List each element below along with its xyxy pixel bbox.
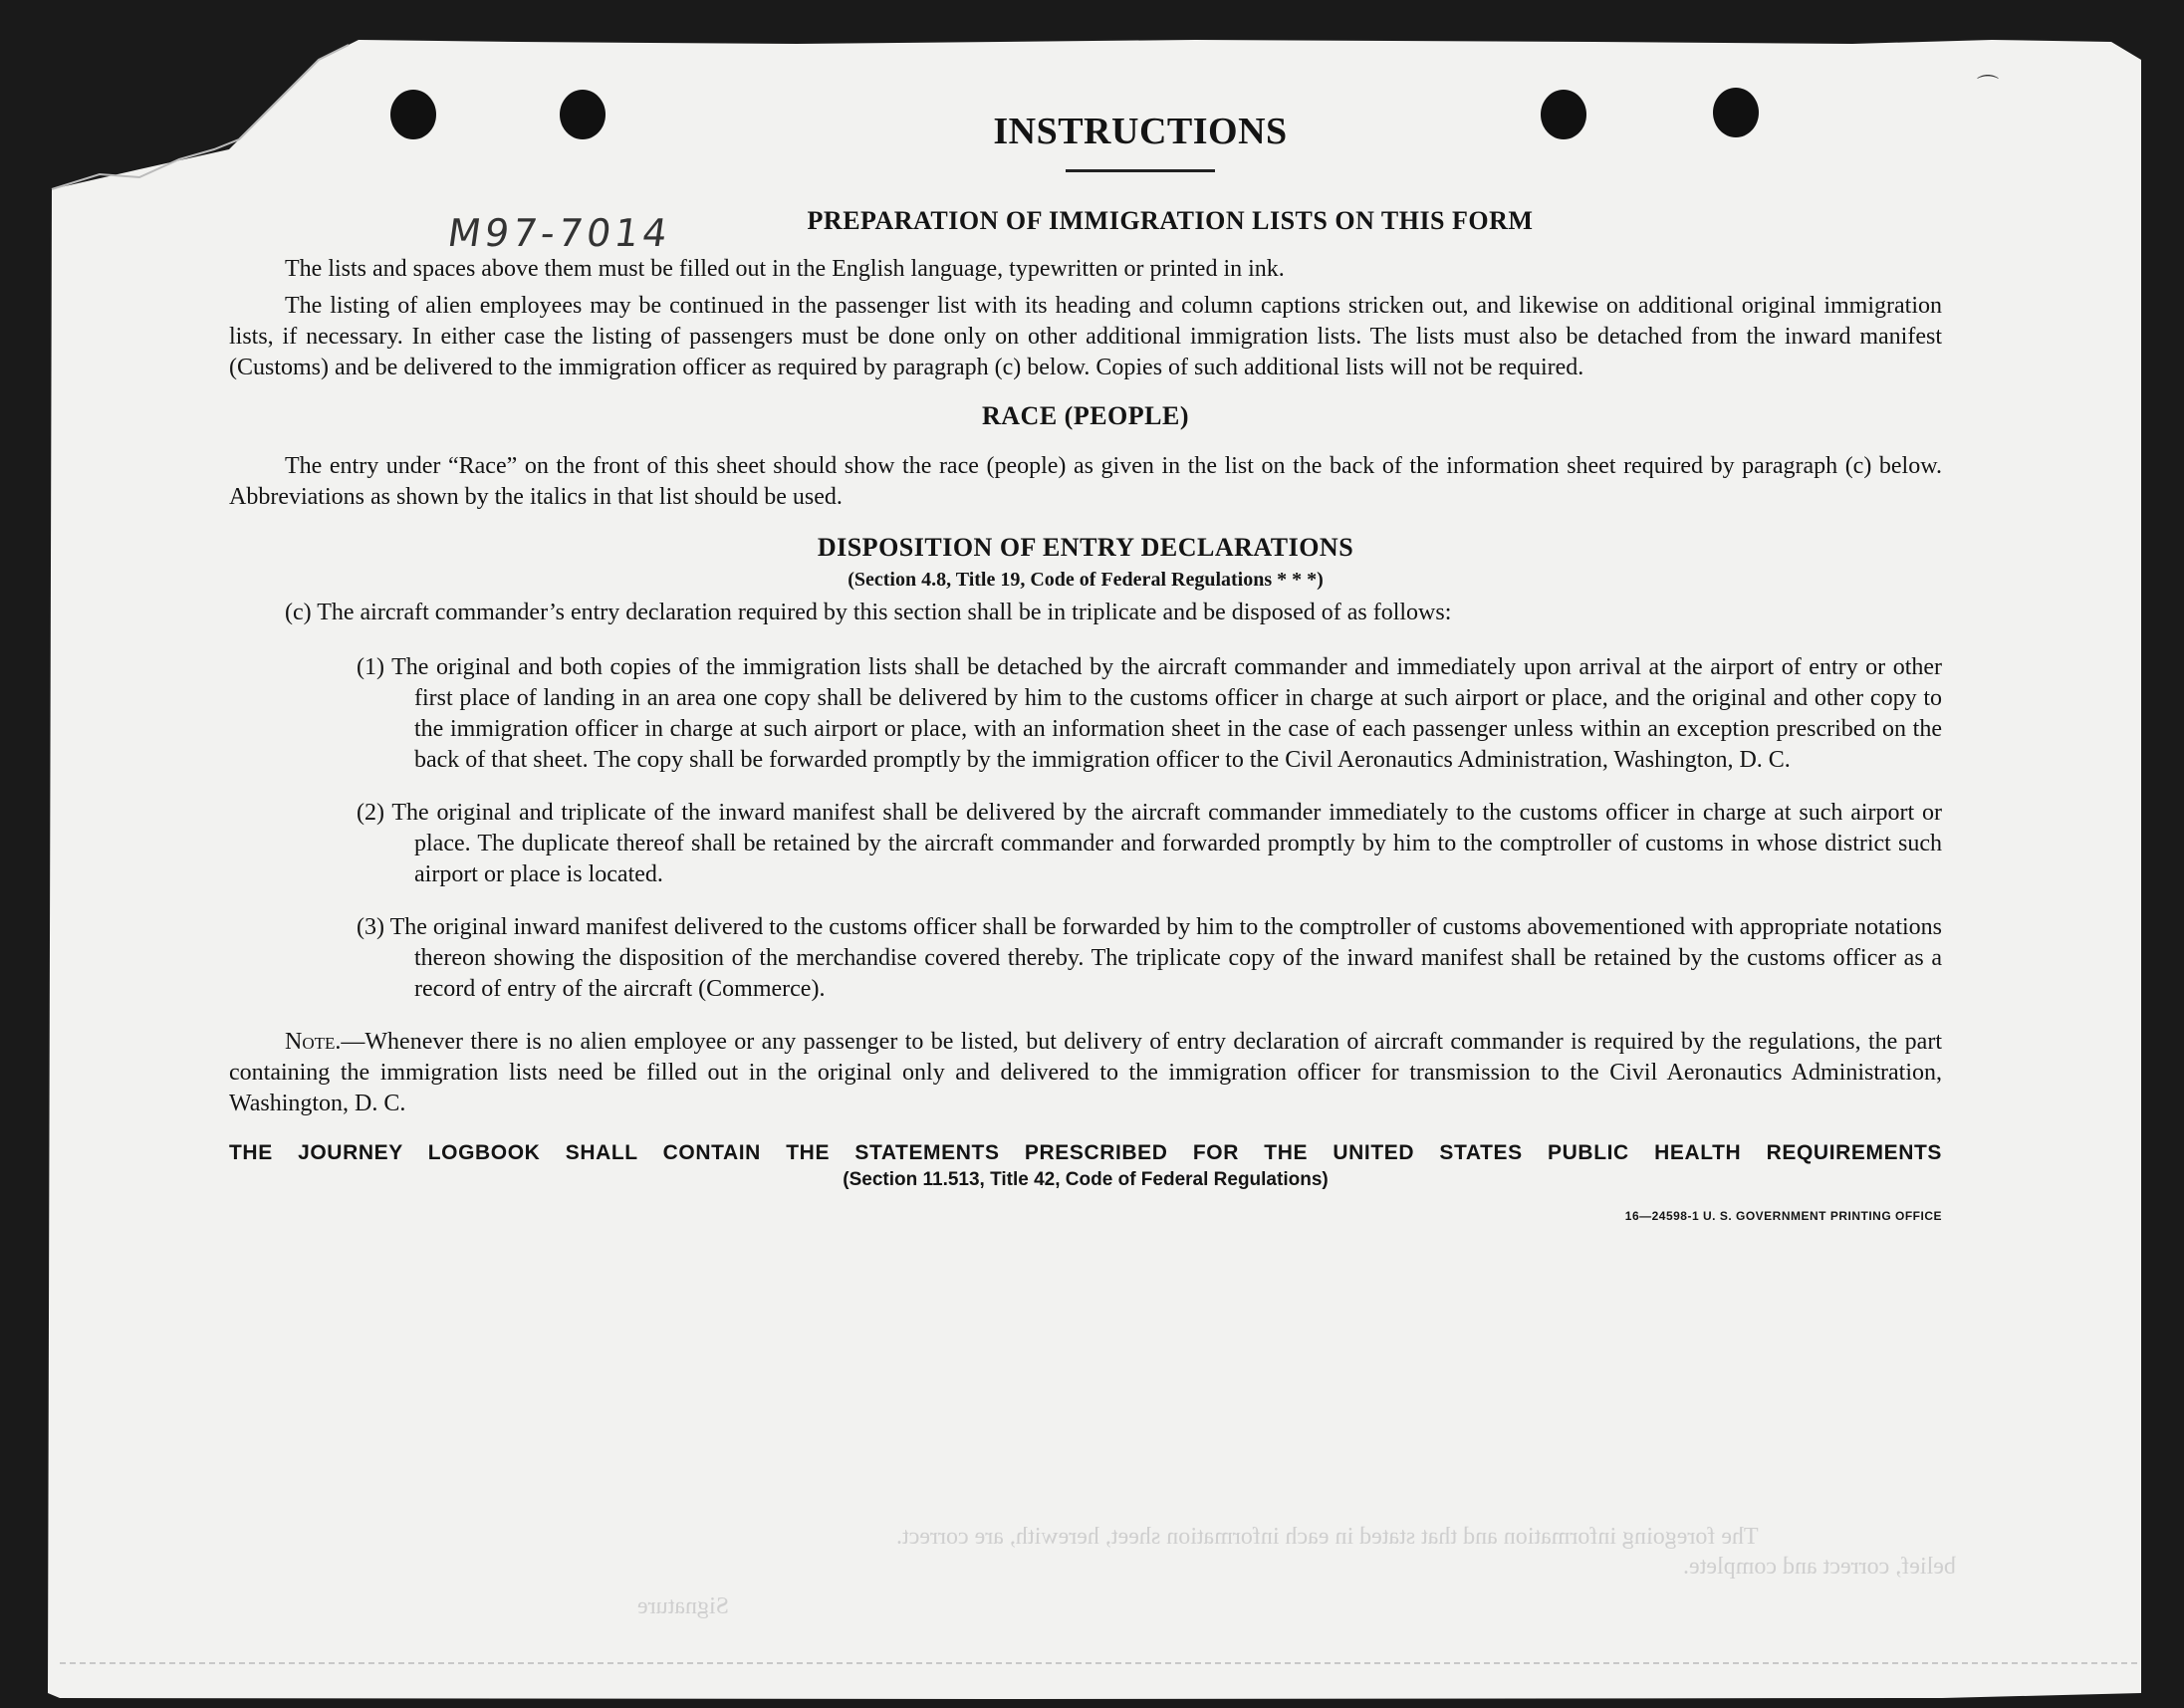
handwritten-note: M97-7014	[444, 211, 674, 255]
paragraph-language: The lists and spaces above them must be filled out in the English language, typewritten or printed in ink.	[285, 256, 1285, 282]
note-label: Note.	[285, 1029, 342, 1055]
section-heading-race: RACE (PEOPLE)	[982, 401, 1189, 430]
paragraph-intro-c: (c) The aircraft commander’s entry declaration required by this section shall be in triplicate and be disposed of as follows:	[285, 600, 1452, 625]
imprint-row	[229, 1209, 1942, 1249]
paragraph-listing: The listing of alien employees may be continued in the passenger list with its heading and column captions stricken out, and likewise on additional original immigration lists, if necessary. In either case the listing of passengers must be done only on other additional immigration lists. The lists must also be detached from the inward manifest (Customs) and be delivered to the immigration officer as required by paragraph (c) below. Copies of such additional lists will not be required.	[229, 293, 1942, 380]
paragraph-race: The entry under “Race” on the front of this sheet should show the race (people) as given in the list on the back of the information sheet required by paragraph (c) below. Abbreviations as shown by the italics in that list should be used.	[229, 453, 1942, 510]
note-paragraph	[229, 1027, 1942, 1119]
printing-office-imprint: 16—24598-1 U. S. GOVERNMENT PRINTING OFFICE	[1624, 1209, 1942, 1223]
title-underline	[1066, 169, 1215, 172]
logbook-statement: THE JOURNEY LOGBOOK SHALL CONTAIN THE STATEMENTS PRESCRIBED FOR THE UNITED STATES PUBLIC HEALTH REQUIREMENTS	[229, 1141, 1942, 1164]
page-title: INSTRUCTIONS	[993, 111, 1288, 152]
list-item-2: (2) The original and triplicate of the inward manifest shall be delivered by the aircraft commander immediately to the customs officer in charge at such airport or place. The duplicate thereof shall be retained by the aircraft commander and forwarded promptly by him to the comptroller of customs in whose district such airport or place is located.	[357, 800, 1942, 887]
section-heading-preparation: PREPARATION OF IMMIGRATION LISTS ON THIS FORM	[807, 206, 1534, 235]
bleed-through-line-1: The foregoing information and that stated in each information sheet, herewith, are correct.	[896, 1524, 1759, 1550]
bleed-through-line-2: belief, correct and complete.	[1683, 1554, 1956, 1580]
instructions-body	[229, 110, 1942, 1249]
section-heading-disposition: DISPOSITION OF ENTRY DECLARATIONS	[817, 533, 1354, 562]
bleed-through-line-3: Signature	[637, 1593, 729, 1619]
note-text: —Whenever there is no alien employee or any passenger to be listed, but delivery of entry declaration of aircraft commander is required by the regulations, the part containing the immigration lists need be filled out in the original only and delivered to the immigration officer for transmission to the Civil Aeronautics Administration, Washington, D. C.	[229, 1029, 1942, 1116]
list-item-1: (1) The original and both copies of the immigration lists shall be detached by the aircraft commander and immediately upon arrival at the airport of entry or other first place of landing in an area one copy shall be delivered by him to the customs officer in charge at such airport or place, and the original and other copy to the immigration officer in charge at such airport or place, with an information sheet in the case of each passenger unless within an exception prescribed on the back of that sheet. The copy shall be forwarded promptly by the immigration officer to the Civil Aeronautics Administration, Washington, D. C.	[357, 654, 1942, 773]
stray-mark: ⌒	[1977, 74, 2000, 99]
citation-title-19: (Section 4.8, Title 19, Code of Federal Regulations * * *)	[848, 569, 1324, 591]
citation-title-42: (Section 11.513, Title 42, Code of Federal Regulations)	[843, 1169, 1329, 1190]
list-item-3: (3) The original inward manifest delivered to the customs officer shall be forwarded by him to the comptroller of customs abovementioned with appropriate notations thereon showing the disposition of the merchandise covered thereby. The triplicate copy of the inward manifest shall be retained by the customs officer as a record of entry of the aircraft (Commerce).	[357, 914, 1942, 1002]
